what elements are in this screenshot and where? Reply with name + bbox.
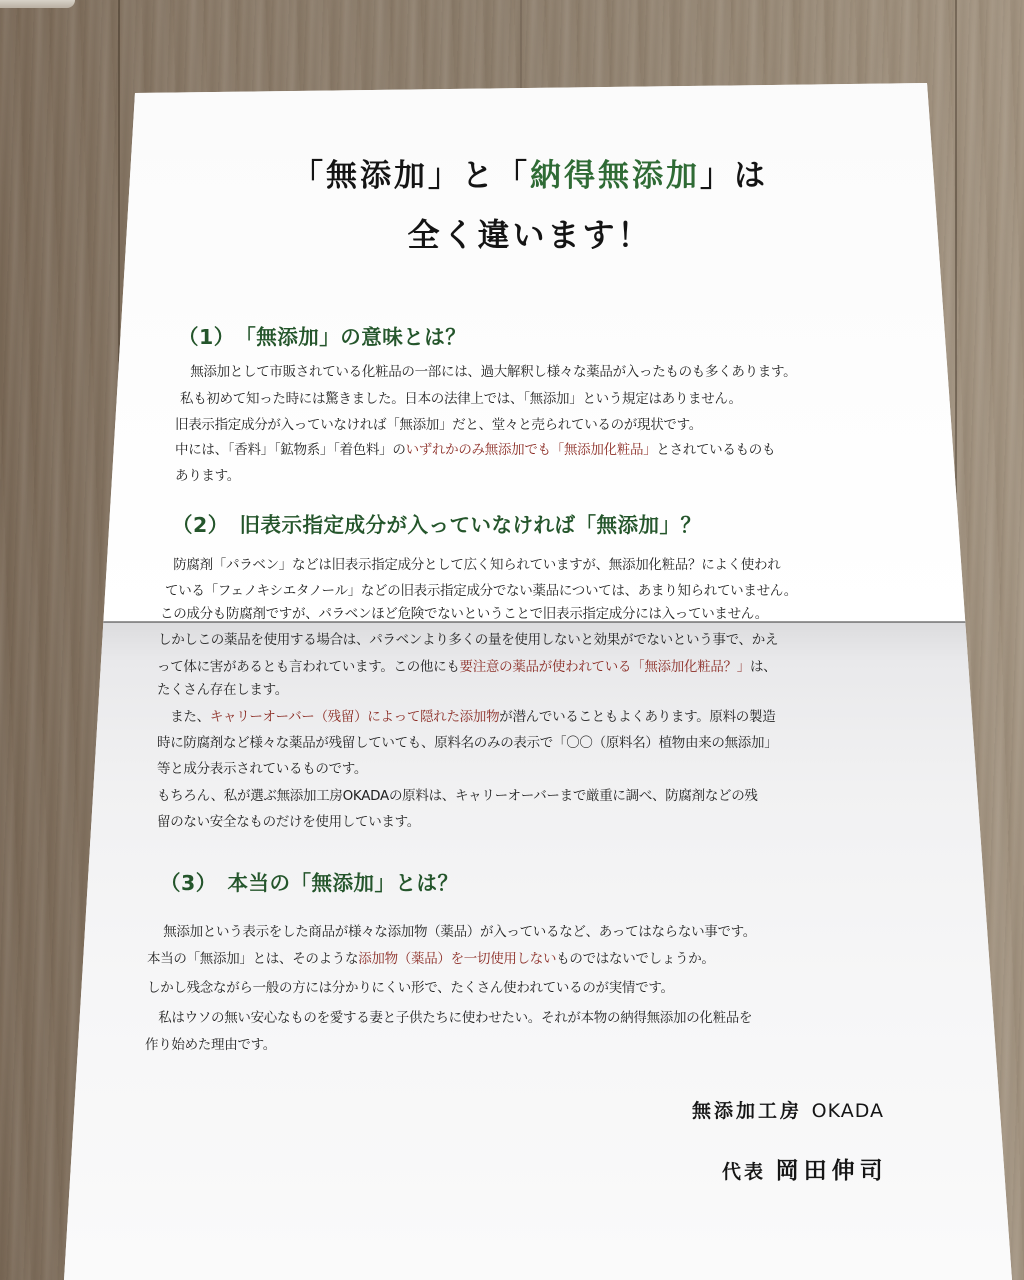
paragraph-line	[157, 757, 367, 777]
title-line-1	[0, 150, 1024, 195]
section-1-heading: （1） 「無添加」の意味とは？	[178, 325, 467, 349]
title-highlight: 納得無添加	[530, 158, 700, 194]
paragraph-line	[160, 602, 768, 622]
representative-role: 代表	[722, 1161, 767, 1183]
company-name-jp: 無添加工房	[692, 1100, 803, 1122]
paragraph-line	[157, 655, 776, 675]
signature-representative	[722, 1152, 888, 1185]
body-text: 作り始めた理由です。	[145, 1037, 276, 1053]
body-text: 中には、「香料」「鉱物系」「着色料」の	[175, 442, 406, 458]
body-text: もちろん、私が選ぶ無添加工房OKADAの原料は、キャリーオーバーまで厳重に調べ、防腐剤などの残	[157, 788, 758, 804]
title-part: 「無添加」と「	[292, 158, 530, 194]
paragraph-line	[175, 464, 240, 484]
body-text: ものではないでしょうか。	[556, 951, 715, 967]
body-text: ている「フェノキシエタノール」などの旧表示指定成分でない薬品については、あまり知られていません。	[165, 583, 797, 599]
paragraph-line	[157, 784, 758, 804]
paragraph-line	[147, 976, 674, 996]
body-text: この成分も防腐剤ですが、パラベンほど危険でないということで旧表示指定成分には入っていません。	[160, 606, 769, 622]
paragraph-line	[147, 947, 715, 967]
body-text: 無添加として市販されている化粧品の一部には、過大解釈し様々な薬品が入ったものも多くあります。	[177, 364, 797, 380]
body-text: あります。	[175, 468, 240, 484]
body-text: しかし残念ながら一般の方には分かりにくい形で、たくさん使われているのが実情です。	[147, 980, 674, 996]
paragraph-line	[165, 579, 797, 599]
representative-name: 岡田伸司	[775, 1157, 888, 1184]
body-text: 留のない安全なものだけを使用しています。	[157, 814, 420, 830]
body-text: 私はウソの無い安心なものを愛する妻と子供たちに使わせたい。それが本物の納得無添加の化粧品を	[145, 1010, 753, 1026]
paragraph-line	[180, 387, 742, 407]
signature-company	[692, 1096, 884, 1123]
body-text: 時に防腐剤など様々な薬品が残留していても、原料名のみの表示で「〇〇（原料名）植物由来の無添加」	[157, 735, 778, 751]
paragraph-line	[157, 810, 420, 830]
paragraph-line	[157, 678, 288, 698]
paragraph-line	[158, 628, 778, 648]
body-text: とされているものも	[656, 442, 776, 458]
paragraph-line	[145, 1006, 752, 1026]
body-text: って体に害があるとも言われています。この他にも	[157, 659, 460, 675]
paragraph-line	[157, 731, 777, 751]
paragraph-line	[145, 1033, 276, 1053]
paragraph-line	[160, 553, 780, 573]
body-text: しかしこの薬品を使用する場合は、パラベンより多くの量を使用しないと効果がでないという事で、かえ	[158, 632, 779, 648]
section-3-heading: （3） 本当の「無添加」とは？	[160, 871, 459, 895]
body-text: また、	[157, 709, 210, 725]
body-text: 防腐剤「パラベン」などは旧表示指定成分として広く知られていますが、無添加化粧品？によく使われ	[160, 557, 781, 573]
highlighted-text: 添加物（薬品）を一切使用しない	[358, 951, 557, 967]
body-text: 本当の「無添加」とは、そのような	[147, 951, 359, 967]
title-line-2: 全く違います！	[407, 216, 653, 254]
highlighted-text: いずれかのみ無添加でも「無添加化粧品」	[405, 442, 657, 458]
body-text: 無添加という表示をした商品が様々な添加物（薬品）が入っているなど、あってはならない事です。	[150, 924, 756, 940]
body-text: 旧表示指定成分が入っていなければ「無添加」だと、堂々と売られているのが現状です。	[175, 417, 702, 433]
paragraph-line	[157, 705, 775, 725]
paragraph-line	[175, 438, 775, 458]
section-2-heading: （2） 旧表示指定成分が入っていなければ「無添加」？	[172, 513, 702, 537]
body-text: 私も初めて知った時には驚きました。日本の法律上では、「無添加」という規定はありません。	[180, 391, 742, 407]
highlighted-text: 要注意の薬品が使われている「無添加化粧品？」	[459, 659, 750, 675]
highlighted-text: キャリーオーバー（残留）によって隠れた添加物	[209, 709, 500, 725]
body-text: 等と成分表示されているものです。	[157, 761, 368, 777]
body-text: が潜んでいることもよくあります。原料の製造	[499, 709, 776, 725]
body-text: たくさん存在します。	[157, 682, 288, 698]
title-part: 」は	[700, 158, 768, 194]
body-text: は、	[749, 659, 777, 675]
company-name-en: OKADA	[811, 1100, 885, 1122]
paragraph-line	[177, 360, 796, 380]
paragraph-line	[150, 920, 756, 940]
paragraph-line	[175, 413, 702, 433]
